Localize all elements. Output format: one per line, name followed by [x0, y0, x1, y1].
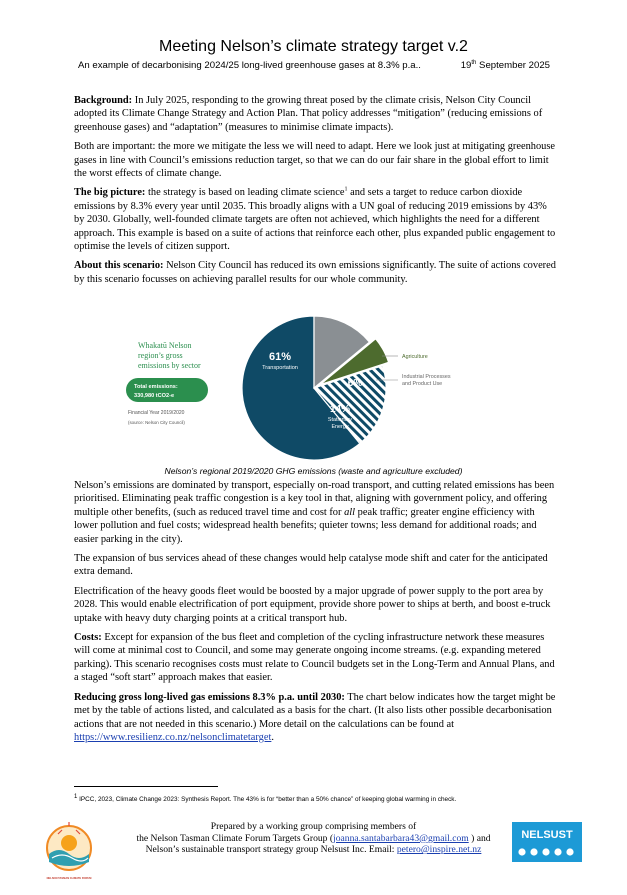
email-link-joanna[interactable]: joanna.santabarbara43@gmail.com [333, 832, 469, 844]
climate-forum-logo-text: NELSON TASMAN CLIMATE FORUM [46, 877, 92, 880]
bike-icon [530, 848, 537, 855]
page-subtitle [78, 60, 558, 72]
slice-label-stationary-pct: 14% [329, 404, 351, 415]
chart-caption: Nelson’s regional 2019/2020 GHG emissions (waste and agriculture excluded) [164, 466, 463, 476]
body-lower [74, 479, 556, 750]
chart-side-title-2: region’s gross [138, 351, 183, 360]
chart-side-title-1: Whakatū Nelson [138, 341, 192, 350]
chart-side-title-3: emissions by sector [138, 361, 201, 370]
costs-text: Except for expansion of the bus fleet and completion of the cycling infrastructure network these measures will come at minimal cost to Council, and some may generate ongoing income streams. (e.g. expanding metered parking). This scenario recognises costs must relate to Council budgets set in the Long-Term and Annual Plans, and a staged “soft start” approach makes that easier. [74, 632, 555, 684]
paragraph-costs [74, 631, 556, 685]
email-link-petero[interactable]: petero@inspire.net.nz [396, 844, 482, 856]
legend-agriculture: Agriculture [402, 354, 428, 360]
paragraph-background [74, 94, 556, 134]
slice-label-transport-name: Transportation [262, 365, 298, 371]
footnote-divider [74, 786, 218, 787]
emissions-text-1: Nelson’s emissions are dominated by transport, especially on-road transport, and cutting related emissions has been prioritised. Eliminating peak traffic congestion is a key tool in that, aligning with government policy, and offering multiple other benefits, (such as reduced travel time and cost for [74, 480, 555, 518]
footer-line-2-pre: the Nelson Tasman Climate Forum Targets Group ( [136, 832, 334, 844]
subtitle-text: An example of decarbonising 2024/25 long-lived greenhouse gases at 8.3% p.a.. [78, 60, 421, 71]
body-upper [74, 94, 556, 292]
big-picture-text2: and sets a target to reduce carbon dioxide emissions by 8.3% every year until 2035. This broadly aligns with a UN goal of reducing 2019 emissions by 43% by 2030. Globally, well-founded climate targets are often not achieved, which highlights the need for a different approach. This example is based on a suite of actions that reinforce each other, plus expanded public engagement to optimise the levels of citizen support. [74, 187, 556, 253]
reducing-text: The chart below indicates how the target might be met by the table of actions listed, and calculated as a basis for the chart. (It also lists other possible decarbonisation actions that are not needed in this scenario.) More detail on the calculations can be found at [74, 691, 556, 730]
walk-icon [518, 848, 525, 855]
big-picture-lead: The big picture: [74, 187, 146, 199]
paragraph-electrification: Electrification of the heavy goods fleet would be boosted by a major upgrade of power supply to the port area by 2028. This would enable electrification of port equipment, provide shore power to ships at berth, and boost e-truck uptake with heavy duty charging points at a critical transport hub. [74, 585, 551, 624]
pie-slices [242, 316, 389, 460]
slice-label-stationary-name-2: Energy [331, 424, 349, 430]
total-emissions-value: 330,980 tCO2-e [134, 393, 175, 399]
total-emissions-label: Total emissions: [134, 384, 178, 390]
slice-label-transport-pct: 61% [268, 351, 292, 363]
scenario-lead: About this scenario: [74, 260, 164, 272]
scenario-text: Nelson City Council has reduced its own emissions significantly. The suite of actions covered by this scenario focusses on achieving parallel results for our whole community. [74, 260, 556, 285]
calculations-link[interactable]: https://www.resilienz.co.nz/nelsonclimatetarget [74, 731, 272, 743]
date-suffix: th [471, 59, 477, 66]
emissions-text-2: peak traffic; greater engine efficiency with lower pollution and fuel costs; widespread health benefits; quieter towns; less demand for additional roads; and easier parking in the city). [74, 506, 537, 545]
paragraph-both: Both are important: the more we mitigate the less we will need to adapt. Here we look just at mitigating greenhouse gases in line with Council’s emissions reduction target, so that we can do our fair share in the global effort to limit the worst effects of climate change. [74, 141, 556, 180]
chart-source: (source: Nelson City Council) [128, 420, 185, 425]
footer-line-2-post: ) and [468, 832, 491, 844]
paragraph-scenario [74, 259, 556, 286]
emissions-pie-chart [114, 308, 451, 468]
footnote [74, 795, 574, 804]
date-day: 19 [460, 60, 472, 71]
emissions-italic: all [344, 506, 356, 518]
page-title: Meeting Nelson’s climate strategy target v.2 [159, 38, 468, 55]
footnote-ref: 1 [344, 186, 348, 193]
chart-period: Financial Year 2019/2020 [128, 410, 185, 416]
bus-icon [542, 848, 549, 855]
slice-label-industrial-pct: 6% [347, 378, 363, 389]
footer-line-3-pre: Nelson’s sustainable transport strategy group Nelsust Inc. Email: [145, 844, 397, 856]
footnote-text: IPCC, 2023, Climate Change 2023: Synthesis Report. The 43% is for “better than a 50% chance” of keeping global warming in check. [77, 796, 457, 803]
train-icon [566, 848, 573, 855]
footer-line-2 [100, 833, 527, 845]
footer-credits [100, 821, 527, 856]
footnote-number: 1 [74, 793, 78, 800]
document-date [461, 60, 550, 72]
footer-line-3 [100, 844, 527, 856]
nelsust-logo [512, 822, 582, 862]
legend-industrial-2: and Product Use [402, 381, 443, 387]
background-text: In July 2025, responding to the growing threat posed by the climate crisis, Nelson City Council adopted its Climate Change Strategy and Action Plan. That policy addresses “mitigation” (reducing emissions of greenhouse gases) and “adaptation” (measures to minimise climate impacts). [74, 95, 543, 133]
footer-line-1: Prepared by a working group comprising members of [210, 821, 417, 832]
background-lead: Background: [74, 95, 133, 106]
climate-forum-logo [44, 822, 94, 884]
reducing-end: . [271, 731, 274, 743]
paragraph-reducing [74, 691, 556, 745]
car-icon [554, 848, 561, 855]
slice-label-stationary-name-1: Stationary [327, 417, 353, 423]
big-picture-text1: the strategy is based on leading climate science [145, 187, 345, 199]
costs-lead: Costs: [74, 632, 102, 644]
paragraph-big-picture [74, 186, 556, 253]
paragraph-emissions [74, 479, 556, 546]
date-rest: September 2025 [476, 60, 550, 71]
reducing-lead: Reducing gross long-lived gas emissions 8.3% p.a. until 2030: [74, 691, 345, 703]
paragraph-bus: The expansion of bus services ahead of these changes would help catalyse mode shift and cater for the anticipated extra demand. [74, 553, 548, 578]
legend-industrial-1: Industrial Processes [402, 374, 451, 380]
nelsust-logo-text: NELSUST [521, 829, 573, 841]
